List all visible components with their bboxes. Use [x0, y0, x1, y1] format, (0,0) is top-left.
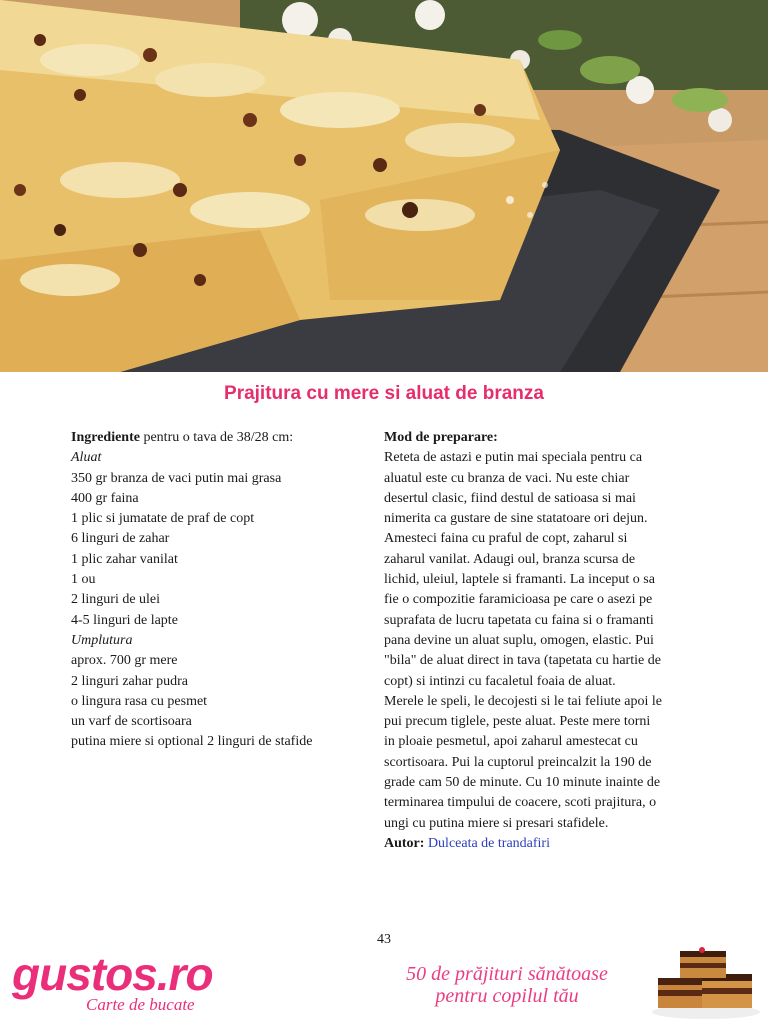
recipe-title: Prajitura cu mere si aluat de branza [224, 383, 544, 404]
ingredients-heading: Ingrediente [71, 430, 140, 445]
cake-slices-image [644, 946, 760, 1020]
method-line: Merele le speli, le decojesti si le tai feliute apoi le [384, 693, 662, 709]
ingredient-item: o lingura rasa cu pesmet [71, 693, 208, 709]
ingredient-item: 1 plic si jumatate de praf de copt [71, 511, 255, 527]
method-line: in ploaie pesmetul, apoi zaharul amestecat cu [384, 734, 638, 750]
tagline-line-2: pentru copilul tău [435, 985, 579, 1007]
method-line: grade cam 50 de minute. Cu 10 minute inainte de [384, 775, 661, 791]
method-line: desertul clasic, fiind destul de satioasa si mai [384, 490, 636, 506]
method-line: aluatul este cu branza de vaci. Nu este chiar [384, 470, 630, 486]
umplutura-label: Umplutura [71, 632, 133, 648]
method-column [384, 428, 702, 854]
method-line: lichid, uleiul, laptele si framanti. La inceput o sa [384, 572, 655, 588]
method-line: fie o compozitie faramicioasa pe care o asezi pe [384, 592, 653, 608]
book-tagline [380, 963, 634, 1007]
method-line: Reteta de astazi e putin mai speciala pentru ca [384, 450, 643, 466]
author-label: Autor: [384, 835, 425, 851]
ingredient-item: 1 ou [71, 572, 96, 588]
method-line: Amesteci faina cu praful de copt, zaharul si [384, 531, 628, 547]
brand-logo: gustos.ro [12, 948, 213, 1000]
author-line [384, 834, 702, 854]
cake-illustration [0, 0, 768, 372]
method-line: ungi cu putina miere si presari stafidele. [384, 815, 609, 831]
method-line: terminarea timpului de coacere, scoti prajitura, o [384, 795, 657, 811]
brand-logo-subtitle: Carte de bucate [86, 995, 195, 1014]
ingredients-heading-line [71, 428, 361, 448]
hero-photo [0, 0, 768, 372]
ingredient-item: 6 linguri de zahar [71, 531, 170, 547]
ingredients-column [71, 428, 361, 753]
ingredient-item: 4-5 linguri de lapte [71, 612, 178, 628]
ingredient-item: 400 gr faina [71, 490, 139, 506]
method-line: pana devine un aluat suplu, omogen, elastic. Pui [384, 632, 654, 648]
method-line: zaharul vanilat. Adaugi oul, branza scursa de [384, 551, 636, 567]
author-link[interactable]: Dulceata de trandafiri [427, 835, 550, 851]
ingredient-item: 350 gr branza de vaci putin mai grasa [71, 470, 282, 486]
page-number: 43 [377, 932, 391, 947]
ingredient-item: 2 linguri zahar pudra [71, 673, 189, 689]
method-line: scortisoara. Pui la cuptorul preincalzit la 190 de [384, 754, 652, 770]
ingredient-item: aprox. 700 gr mere [71, 653, 178, 669]
method-heading: Mod de preparare: [384, 430, 498, 445]
method-line: pui precum tiglele, peste aluat. Peste mere torni [384, 714, 651, 730]
method-line: nimerita ca gustare de sine statatoare ori dejun. [384, 511, 648, 527]
method-line: "bila" de aluat direct in tava (tapetata cu hartie de [384, 653, 661, 669]
ingredient-item: 2 linguri de ulei [71, 592, 161, 608]
ingredients-heading-rest: pentru o tava de 38/28 cm: [139, 430, 294, 445]
method-line: copt) si intinzi cu facaletul foaia de aluat. [384, 673, 616, 689]
ingredient-item: un varf de scortisoara [71, 714, 192, 730]
ingredient-item: putina miere si optional 2 linguri de stafide [71, 734, 313, 750]
aluat-label: Aluat [71, 450, 102, 466]
method-line: suprafata de lucru tapetata cu faina si o framanti [384, 612, 654, 628]
ingredient-item: 1 plic zahar vanilat [71, 551, 178, 567]
tagline-line-1: 50 de prăjituri sănătoase [406, 963, 608, 985]
